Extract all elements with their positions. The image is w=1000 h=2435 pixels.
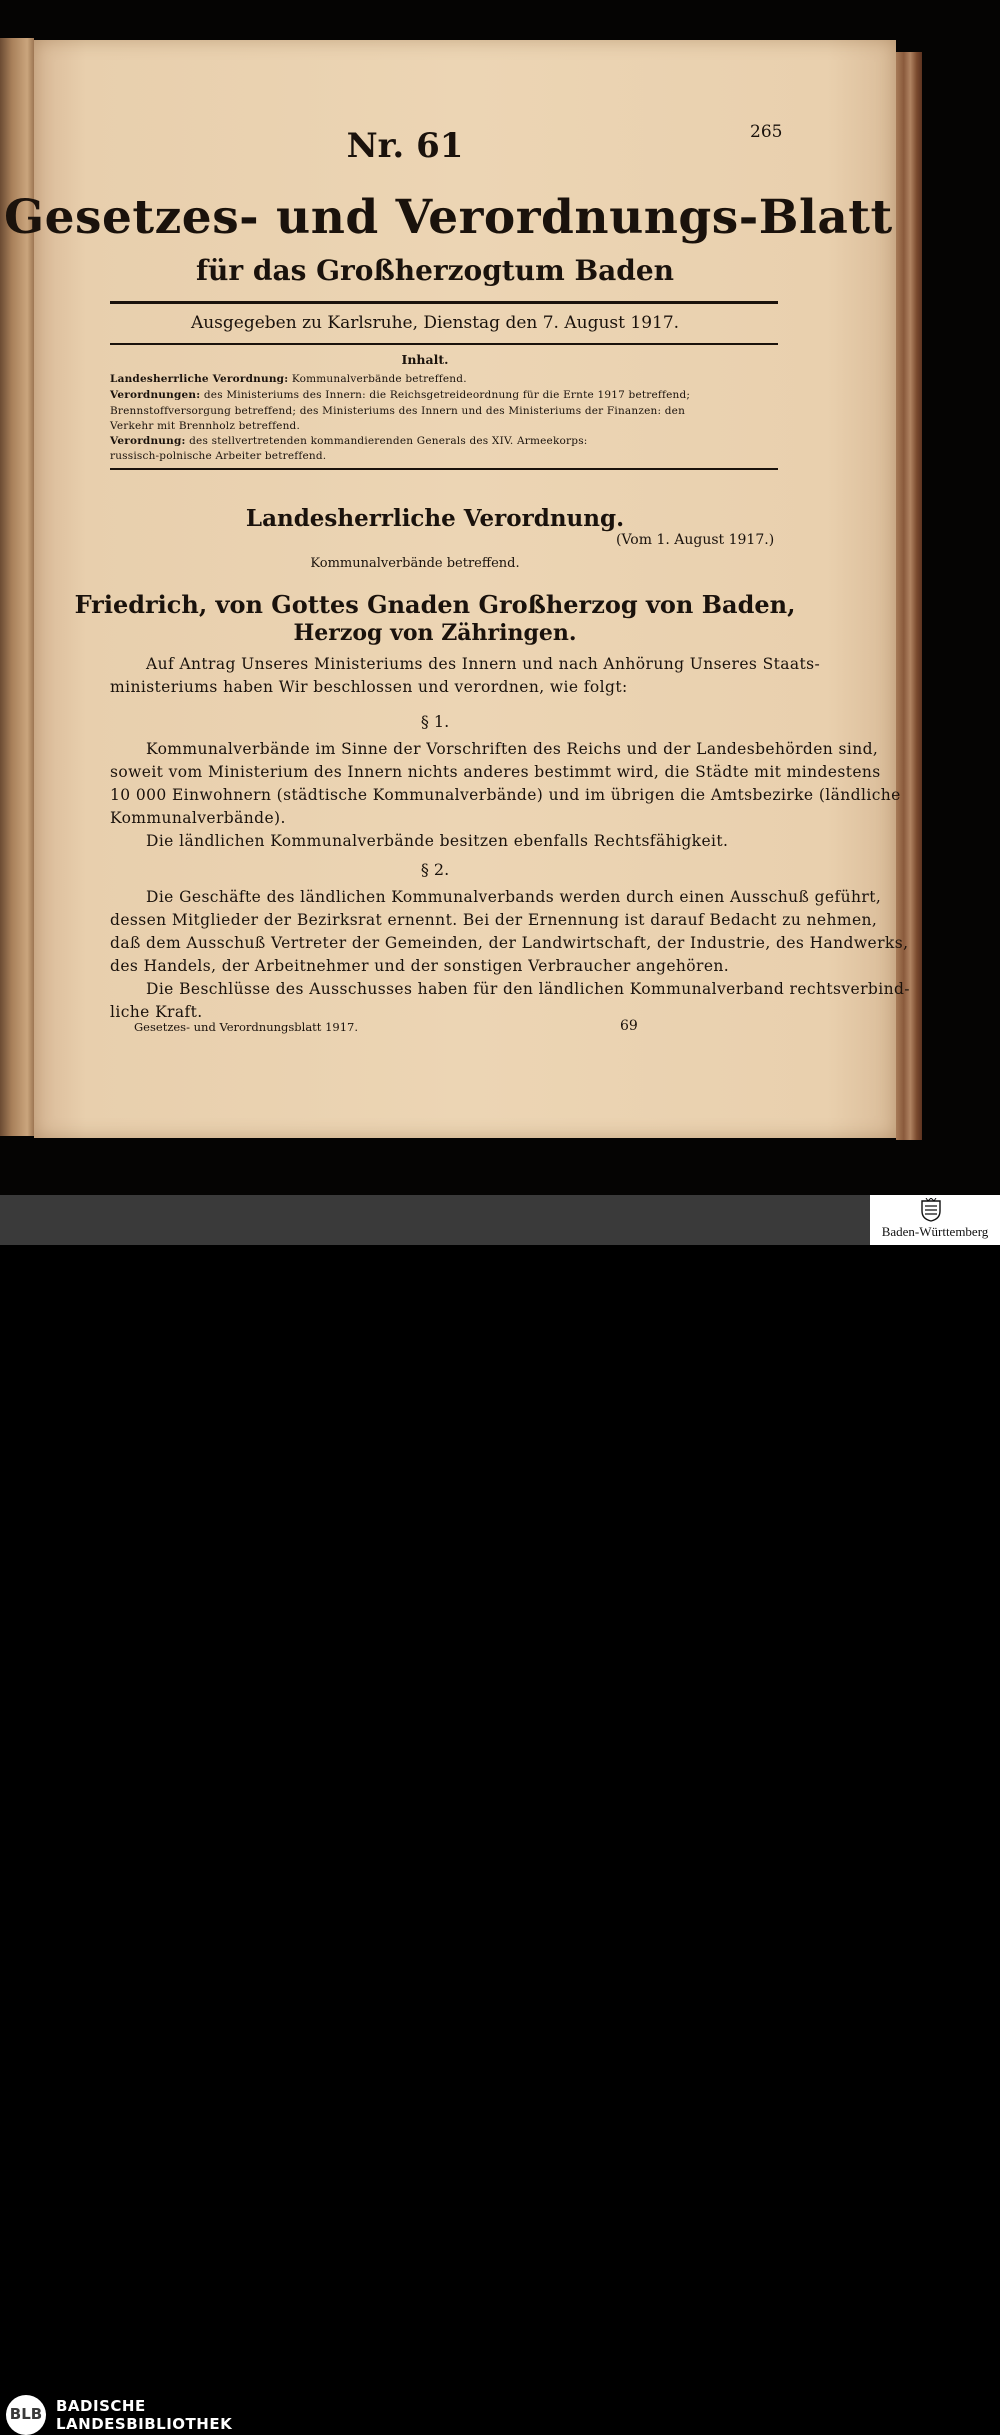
paragraph-line: dessen Mitglieder der Bezirksrat ernennt. Bei der Ernennung ist darauf Bedacht zu nehmen,	[110, 911, 878, 929]
paragraph-line: Kommunalverbände).	[110, 809, 286, 827]
paragraph-line: Die Beschlüsse des Ausschusses haben für den ländlichen Kommunalverband rechtsverbind-	[146, 980, 910, 998]
decree-date: (Vom 1. August 1917.)	[616, 532, 775, 548]
partner-name: Baden-Württemberg	[881, 1224, 989, 1239]
section-title: Landesherrliche Verordnung.	[245, 505, 625, 532]
library-name-line1[interactable]: BADISCHE	[56, 2397, 146, 2415]
masthead-title: Gesetzes- und Verordnungs-Blatt	[4, 190, 893, 245]
contents-entry: Verordnung: des stellvertretenden kommandierenden Generals des XIV. Armeekorps:	[110, 435, 588, 447]
book-page-edges	[896, 52, 922, 1140]
sovereign-subtitle: Herzog von Zähringen.	[293, 620, 577, 646]
paragraph-line: des Handels, der Arbeitnehmer und der sonstigen Verbraucher angehören.	[110, 957, 730, 975]
baden-wuerttemberg-logo[interactable]	[870, 1195, 1000, 1245]
rule-mid	[110, 343, 778, 345]
crest-icon	[920, 1198, 942, 1222]
sovereign-title: Friedrich, von Gottes Gnaden Großherzog von Baden,	[74, 590, 796, 619]
footer-sheet-number: 69	[620, 1018, 638, 1034]
preamble-line: Auf Antrag Unseres Ministeriums des Innern und nach Anhörung Unseres Staats-	[146, 655, 821, 673]
contents-entry: Landesherrliche Verordnung: Kommunalverbände betreffend.	[110, 373, 467, 385]
document-page	[4, 40, 910, 1138]
paragraph-line: Die ländlichen Kommunalverbände besitzen ebenfalls Rechtsfähigkeit.	[146, 832, 729, 850]
contents-entry: russisch-polnische Arbeiter betreffend.	[110, 450, 327, 462]
paragraph-line: liche Kraft.	[110, 1003, 203, 1021]
decree-subject: Kommunalverbände betreffend.	[310, 556, 520, 571]
preamble-line: ministeriums haben Wir beschlossen und verordnen, wie folgt:	[110, 678, 628, 696]
masthead-subtitle: für das Großherzogtum Baden	[195, 254, 675, 287]
rule-top	[110, 301, 778, 304]
paragraph-line: soweit vom Ministerium des Innern nichts anderes bestimmt wird, die Städte mit mindestens	[110, 763, 881, 781]
footer-title: Gesetzes- und Verordnungsblatt 1917.	[134, 1020, 358, 1034]
contents-entry: Verkehr mit Brennholz betreffend.	[110, 420, 301, 432]
issue-number: Nr. 61	[346, 126, 464, 166]
scan-image	[0, 0, 1000, 1195]
blb-logo-icon[interactable]: BLB	[6, 2395, 46, 2435]
contents-heading: Inhalt.	[401, 352, 449, 367]
paragraph-line: 10 000 Einwohnern (städtische Kommunalverbände) und im übrigen die Amtsbezirke (ländliche	[110, 786, 901, 804]
paragraph-line: daß dem Ausschuß Vertreter der Gemeinden, der Landwirtschaft, der Industrie, des Handwerks,	[110, 934, 909, 952]
issue-date-line: Ausgegeben zu Karlsruhe, Dienstag den 7. August 1917.	[190, 313, 680, 333]
contents-entry: Verordnungen: des Ministeriums des Innern: die Reichsgetreideordnung für die Ernte 1917 betreffend;	[110, 389, 691, 401]
bottom-bar	[0, 1195, 1000, 2433]
paragraph-line: Kommunalverbände im Sinne der Vorschriften des Reichs und der Landesbehörden sind,	[146, 740, 879, 758]
contents-entry: Brennstoffversorgung betreffend; des Ministeriums des Innern und des Ministeriums der Finanzen: den	[110, 405, 686, 417]
paragraph-heading: § 2.	[420, 860, 450, 879]
library-name-line2[interactable]: LANDESBIBLIOTHEK	[56, 2415, 233, 2433]
rule-bottom	[110, 468, 778, 470]
paragraph-line: Die Geschäfte des ländlichen Kommunalverbands werden durch einen Ausschuß geführt,	[146, 888, 882, 906]
page-number: 265	[750, 122, 783, 142]
paragraph-heading: § 1.	[420, 712, 450, 731]
